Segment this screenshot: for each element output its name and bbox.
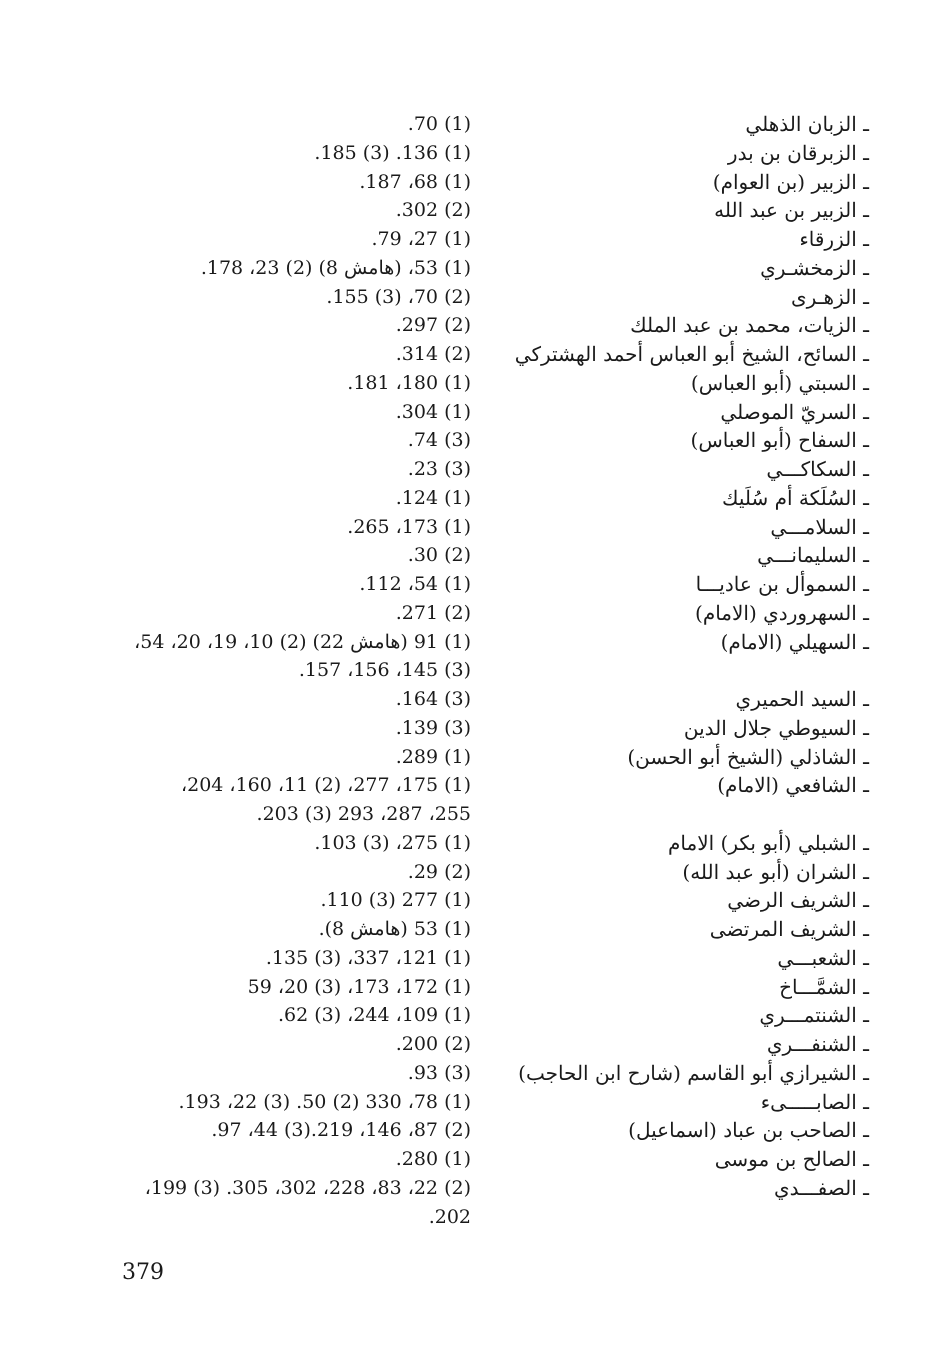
reference-line: (3) 139. bbox=[395, 716, 471, 739]
entry-name: ـ الشمَّـــاخ bbox=[779, 974, 869, 999]
index-entry bbox=[0, 886, 947, 915]
reference-line: (2) 297. bbox=[395, 314, 471, 337]
reference-line: (1) 53 (هامش 8). bbox=[318, 918, 471, 940]
reference-line: (2) 22، 83، 228، 302، 305. (3) 199، bbox=[144, 1176, 471, 1199]
entry-references bbox=[51, 369, 471, 398]
entry-references bbox=[51, 743, 471, 772]
entry-references bbox=[51, 714, 471, 743]
page-number: 379 bbox=[122, 1260, 164, 1285]
entry-name: ـ الصابـــــىء bbox=[760, 1089, 869, 1114]
entry-references bbox=[51, 254, 471, 283]
reference-line: (3) 145، 156، 157. bbox=[298, 659, 471, 682]
index-entry bbox=[0, 283, 947, 312]
entry-references bbox=[51, 196, 471, 225]
reference-line: (2) 30. bbox=[407, 544, 471, 567]
index-entry bbox=[0, 1030, 947, 1059]
entry-name: ـ الشاذلي (الشيخ أبو الحسن) bbox=[627, 744, 869, 769]
entry-name: ـ الزبرقان بن بدر bbox=[727, 140, 869, 165]
entry-references bbox=[51, 973, 471, 1002]
index-entry bbox=[0, 915, 947, 944]
index-entry bbox=[0, 196, 947, 225]
entry-references bbox=[51, 570, 471, 599]
entry-name: ـ الشعبـــي bbox=[777, 945, 869, 970]
entry-name: ـ الشيرازي أبو القاسم (شارح ابن الحاجب) bbox=[518, 1060, 869, 1085]
entry-references bbox=[51, 513, 471, 542]
index-entry bbox=[0, 369, 947, 398]
entry-references bbox=[51, 1174, 471, 1232]
reference-line: (1) 289. bbox=[395, 745, 471, 768]
reference-line: (1) 304. bbox=[395, 400, 471, 423]
index-entry bbox=[0, 570, 947, 599]
entry-name: ـ الزيات، محمد بن عبد الملك bbox=[630, 313, 869, 338]
index-entry bbox=[0, 340, 947, 369]
reference-line: (2) 70، (3) 155. bbox=[326, 285, 471, 308]
index-entry bbox=[0, 1001, 947, 1030]
index-entry bbox=[0, 1116, 947, 1145]
reference-line: (2) 200. bbox=[395, 1033, 471, 1055]
entry-name: ـ الزبان الذهلي bbox=[745, 112, 869, 136]
entry-references bbox=[51, 944, 471, 973]
entry-references bbox=[51, 426, 471, 455]
entry-references bbox=[51, 858, 471, 887]
reference-line: (3) 74. bbox=[407, 429, 471, 452]
entry-name: ـ السيد الحميري bbox=[735, 687, 869, 711]
entry-references bbox=[51, 283, 471, 312]
entry-references bbox=[51, 771, 471, 829]
reference-line: (1) 172، 173، (3) 20، 59 bbox=[247, 975, 471, 998]
entry-references bbox=[51, 1030, 471, 1059]
reference-line: (1) 27، 79. bbox=[371, 228, 471, 250]
entry-name: ـ الصالح بن موسى bbox=[714, 1147, 869, 1171]
index-entry bbox=[0, 858, 947, 887]
reference-line: (2) 314. bbox=[395, 343, 471, 365]
entry-name: ـ الزهـرى bbox=[791, 284, 869, 309]
reference-line: (1) 136. (3) 185. bbox=[314, 141, 471, 164]
entry-references bbox=[51, 915, 471, 944]
entry-name: ـ الشريف المرتضى bbox=[709, 917, 869, 941]
entry-references bbox=[51, 1116, 471, 1145]
index-entry bbox=[0, 973, 947, 1002]
reference-line: (1) 124. bbox=[395, 486, 471, 509]
index-entry bbox=[0, 944, 947, 973]
reference-line: (1) 121، 337، (3) 135. bbox=[265, 946, 471, 969]
entry-name: ـ السليمانـــي bbox=[757, 543, 869, 568]
entry-name: ـ السائح، الشيخ أبو العباس أحمد الهشتركي bbox=[514, 342, 869, 366]
index-entry bbox=[0, 225, 947, 254]
index-entry bbox=[0, 1174, 947, 1232]
entry-references bbox=[51, 340, 471, 369]
index-entry bbox=[0, 1088, 947, 1117]
index-list bbox=[0, 110, 947, 1231]
index-entry bbox=[0, 628, 947, 686]
entry-name: ـ السيوطي جلال الدين bbox=[683, 715, 869, 740]
entry-name: ـ السُلَكة أم سُلَيك bbox=[721, 485, 869, 510]
reference-line: (1) 275، (3) 103. bbox=[314, 831, 471, 854]
entry-references bbox=[51, 541, 471, 570]
index-entry bbox=[0, 168, 947, 197]
index-entry bbox=[0, 1145, 947, 1174]
reference-line: 202. bbox=[428, 1205, 471, 1228]
reference-line: (1) 53، (هامش 8) (2) 23، 178. bbox=[200, 256, 471, 279]
reference-line: (1) 78، 330 (2) 50. (3) 22، 193. bbox=[178, 1090, 471, 1113]
index-entry bbox=[0, 139, 947, 168]
index-entry bbox=[0, 311, 947, 340]
reference-line: (3) 23. bbox=[407, 458, 471, 480]
index-entry bbox=[0, 714, 947, 743]
entry-name: ـ الزبير بن عبد الله bbox=[714, 198, 869, 223]
index-entry bbox=[0, 513, 947, 542]
index-entry bbox=[0, 254, 947, 283]
reference-line: (2) 87، 146، 219.(3) 44، 97. bbox=[211, 1119, 471, 1142]
index-entry bbox=[0, 541, 947, 570]
entry-name: ـ الشنفـــري bbox=[766, 1032, 869, 1056]
entry-name: ـ الشران (أبو عبد الله) bbox=[682, 859, 869, 884]
entry-name: ـ الزمخشـري bbox=[760, 255, 869, 280]
entry-name: ـ السفاح (أبو العباس) bbox=[690, 428, 869, 453]
entry-references bbox=[51, 398, 471, 427]
entry-name: ـ السهروردي (الامام) bbox=[695, 600, 869, 625]
entry-name: ـ الشنتمـــري bbox=[759, 1003, 869, 1028]
entry-name: ـ السكاكـــي bbox=[766, 457, 869, 481]
reference-line: (2) 29. bbox=[407, 860, 471, 883]
reference-line: (1) 175، 277، (2) 11، 160، 204، bbox=[180, 774, 471, 797]
entry-references bbox=[51, 685, 471, 714]
entry-name: ـ الصفـــدي bbox=[773, 1175, 869, 1200]
entry-name: ـ الزرقاء bbox=[799, 227, 869, 251]
index-entry bbox=[0, 426, 947, 455]
reference-line: (1) 280. bbox=[395, 1148, 471, 1170]
entry-references bbox=[51, 1088, 471, 1117]
entry-name: ـ السموأل بن عاديـــا bbox=[695, 572, 869, 596]
entry-references bbox=[51, 599, 471, 628]
entry-name: ـ السهيلي (الامام) bbox=[720, 629, 869, 654]
index-entry bbox=[0, 599, 947, 628]
entry-references bbox=[51, 886, 471, 915]
entry-references bbox=[51, 628, 471, 686]
reference-line: (1) 70. bbox=[407, 113, 471, 135]
entry-references bbox=[51, 225, 471, 254]
entry-name: ـ الشافعي (الامام) bbox=[717, 773, 869, 798]
index-entry bbox=[0, 398, 947, 427]
index-entry bbox=[0, 455, 947, 484]
index-entry bbox=[0, 771, 947, 829]
entry-references bbox=[51, 168, 471, 197]
index-entry bbox=[0, 1059, 947, 1088]
entry-name: ـ السبتي (أبو العباس) bbox=[690, 370, 869, 395]
reference-line: (1) 180، 181. bbox=[347, 371, 471, 394]
reference-line: 255، 287، 293 (3) 203. bbox=[256, 803, 471, 825]
reference-line: (1) 68، 187. bbox=[359, 170, 471, 193]
reference-line: (2) 302. bbox=[395, 199, 471, 222]
entry-name: ـ الشبلي (أبو بكر) الامام bbox=[668, 830, 869, 855]
reference-line: (1) 54، 112. bbox=[359, 573, 471, 595]
index-entry bbox=[0, 685, 947, 714]
entry-name: ـ الصاحب بن عباد (اسماعيل) bbox=[628, 1118, 869, 1143]
entry-references bbox=[51, 829, 471, 858]
entry-references bbox=[51, 110, 471, 139]
entry-name: ـ الشريف الرضي bbox=[727, 888, 869, 913]
entry-references bbox=[51, 484, 471, 513]
entry-name: ـ السلامـــي bbox=[770, 514, 869, 539]
reference-line: (3) 164. bbox=[395, 688, 471, 710]
entry-references bbox=[51, 139, 471, 168]
index-entry bbox=[0, 829, 947, 858]
reference-line: (1) 109، 244، (3) 62. bbox=[277, 1004, 471, 1027]
index-entry bbox=[0, 743, 947, 772]
index-entry bbox=[0, 484, 947, 513]
reference-line: (1) 91 (هامش 22) (2) 10، 19، 20، 54، bbox=[134, 630, 471, 653]
reference-line: (2) 271. bbox=[395, 601, 471, 624]
entry-references bbox=[51, 1001, 471, 1030]
reference-line: (3) 93. bbox=[407, 1061, 471, 1084]
reference-line: (1) 173، 265. bbox=[347, 515, 471, 538]
entry-name: ـ الزبير (بن العوام) bbox=[712, 169, 869, 194]
index-entry bbox=[0, 110, 947, 139]
entry-references bbox=[51, 1145, 471, 1174]
reference-line: (1) 277 (3) 110. bbox=[320, 889, 471, 912]
entry-name: ـ السريّ الموصلي bbox=[720, 399, 869, 424]
entry-references bbox=[51, 1059, 471, 1088]
entry-references bbox=[51, 455, 471, 484]
entry-references bbox=[51, 311, 471, 340]
